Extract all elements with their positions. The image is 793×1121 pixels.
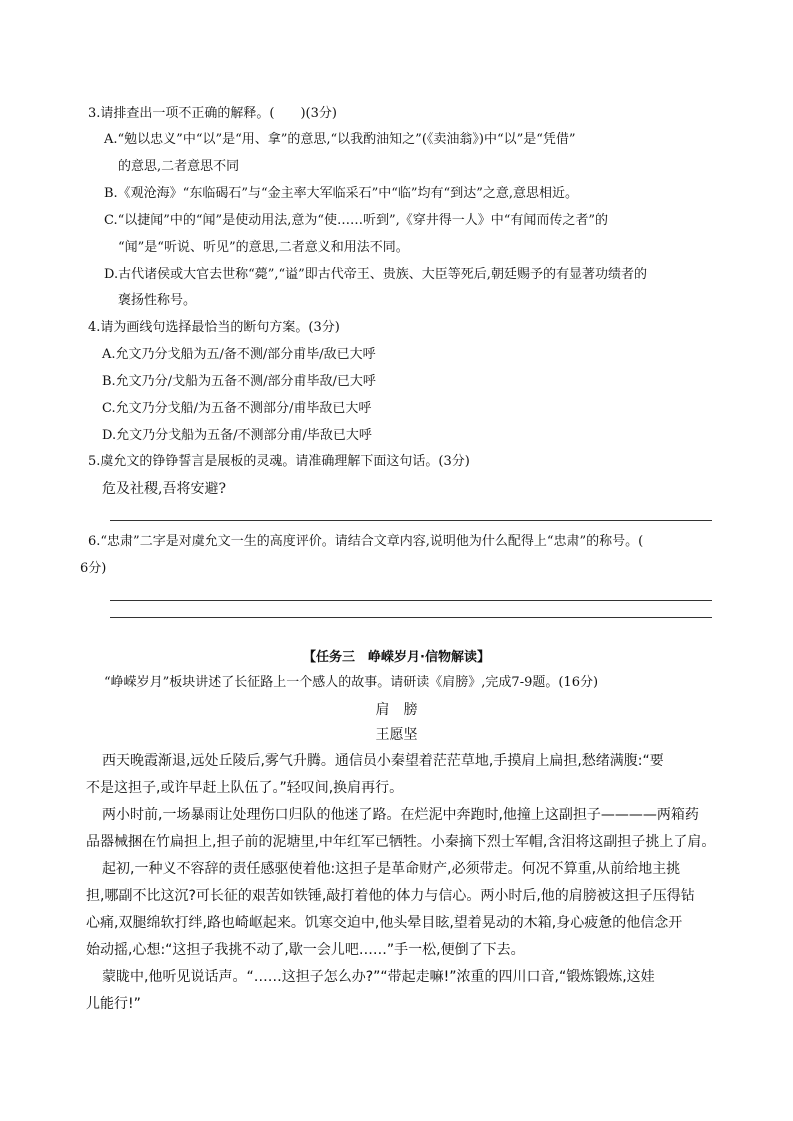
task3-heading: 【任务三 峥嵘岁月·信物解读】 xyxy=(303,650,490,665)
q6-stem-line1: 6.“忠肃”二字是对虞允文一生的高度评价。请结合文章内容,说明他为什么配得上“忠肃”的称号。( xyxy=(88,534,644,549)
q4-option-d: D.允文乃分戈船为五备/不测部分甫/毕敌已大呼 xyxy=(102,428,372,443)
story-p3-line4: 始动摇,心想:“这担子我挑不动了,歇一会儿吧……”手一松,便倒了下去。 xyxy=(86,942,525,958)
q6-answer-line-2[interactable] xyxy=(110,617,712,618)
q3-option-d-line1: D.古代诸侯或大官去世称“薨”,“谥”即古代帝王、贵族、大臣等死后,朝廷赐予的有显著功绩者的 xyxy=(104,267,647,282)
story-p4-line2: 儿能行!” xyxy=(86,996,141,1012)
q4-stem: 4.请为画线句选择最恰当的断句方案。(3分) xyxy=(88,320,340,335)
q5-answer-line[interactable] xyxy=(110,520,712,521)
q4-option-b: B.允文乃分/戈船为五备不测/部分甫毕敌/已大呼 xyxy=(102,374,376,389)
q4-option-a: A.允文乃分戈船为五/备不测/部分甫毕/敌已大呼 xyxy=(102,347,376,362)
story-p3-line2: 担,哪副不比这沉?可长征的艰苦如铁锤,敲打着他的体力与信心。两小时后,他的肩膀被这担子压得钻 xyxy=(86,888,695,904)
q3-option-c-line2: “闻”是“听说、听见”的意思,二者意义和用法不同。 xyxy=(118,240,409,255)
q4-option-c: C.允文乃分戈船/为五备不测部分/甫毕敌已大呼 xyxy=(102,401,372,416)
q3-option-d-line2: 褒扬性称号。 xyxy=(118,293,197,308)
task3-intro: “峥嵘岁月”板块讲述了长征路上一个感人的故事。请研读《肩膀》,完成7-9题。(16分) xyxy=(104,675,599,690)
q3-stem: 3.请排查出一项不正确的解释。( )(3分) xyxy=(88,106,337,121)
q6-stem-line2: 6分) xyxy=(80,561,107,576)
story-p1-line1: 西天晚霞渐退,远处丘陵后,雾气升腾。通信员小秦望着茫茫草地,手摸肩上扁担,愁绪满腹:“要 xyxy=(102,753,664,769)
q3-option-b: B.《观沧海》“东临碣石”与“金主率大军临采石”中“临”均有“到达”之意,意思相近。 xyxy=(104,186,578,201)
q6-answer-line-1[interactable] xyxy=(110,600,712,601)
q5-quote: 危及社稷,吾将安避? xyxy=(102,481,226,497)
story-author: 王愿坚 xyxy=(375,727,418,743)
story-p4-line1: 蒙眬中,他听见说话声。“……这担子怎么办?”“带起走嘛!”浓重的四川口音,“锻炼锻炼,这娃 xyxy=(102,969,655,985)
story-p3-line3: 心痛,双腿绵软打绊,路也崎岖起来。饥寒交迫中,他头晕目眩,望着晃动的木箱,身心疲惫的他信念开 xyxy=(86,915,683,931)
q5-stem: 5.虞允文的铮铮誓言是展板的灵魂。请准确理解下面这句话。(3分) xyxy=(88,454,470,469)
story-p2-line2: 品器械捆在竹扁担上,担子前的泥塘里,中年红军已牺牲。小秦摘下烈士军帽,含泪将这副担子挑上了肩。 xyxy=(86,834,716,850)
story-p1-line2: 不是这担子,或许早赶上队伍了。”轻叹间,换肩再行。 xyxy=(86,780,404,796)
q3-option-a-line1: A.“勉以忠义”中“以”是“用、拿”的意思,“以我酌油知之”(《卖油翁》)中“以”是“凭借” xyxy=(104,132,576,147)
story-title: 肩 膀 xyxy=(375,702,418,718)
story-p2-line1: 两小时前,一场暴雨让处理伤口归队的他迷了路。在烂泥中奔跑时,他撞上这副担子————两箱药 xyxy=(102,807,699,823)
q3-option-c-line1: C.“以捷闻”中的“闻”是使动用法,意为“使……听到”,《穿井得一人》中“有闻而传之者”的 xyxy=(104,213,609,228)
story-p3-line1: 起初,一种义不容辞的责任感驱使着他:这担子是革命财产,必须带走。何况不算重,从前给地主挑 xyxy=(102,861,681,877)
q3-option-a-line2: 的意思,二者意思不同 xyxy=(118,159,240,174)
